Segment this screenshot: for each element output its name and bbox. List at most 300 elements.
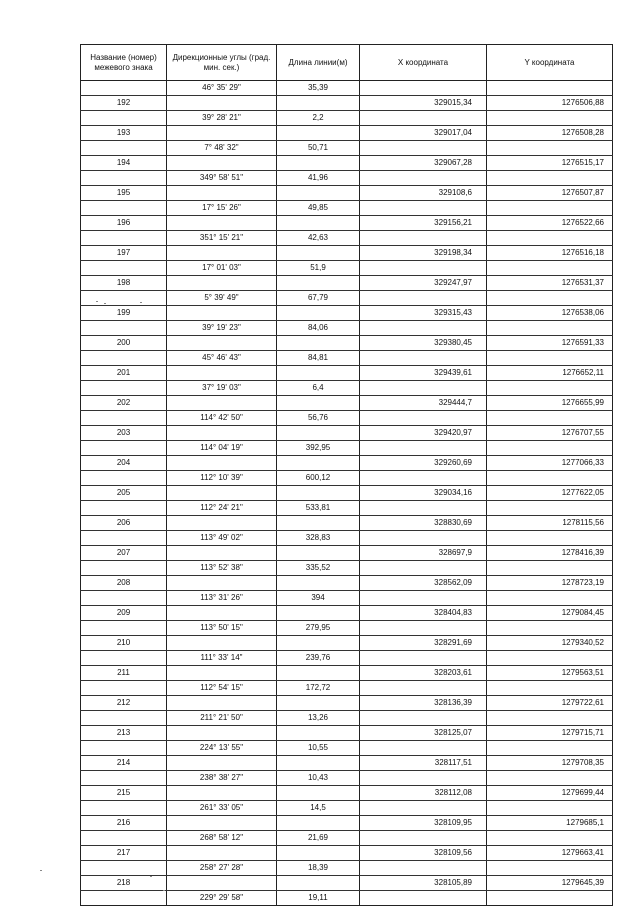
point-row [81, 306, 613, 321]
x-coordinate-cell: 328109,56 [360, 846, 487, 861]
length-cell: 239,76 [277, 651, 360, 666]
x-coordinate-cell [360, 711, 487, 726]
angle-cell [167, 756, 277, 771]
x-coordinate-cell: 328109,95 [360, 816, 487, 831]
name-cell: 215 [81, 786, 167, 801]
segment-row [81, 741, 613, 756]
segment-row [81, 261, 613, 276]
length-cell: 10,55 [277, 741, 360, 756]
y-coordinate-cell: 1276591,33 [487, 336, 613, 351]
name-cell: 196 [81, 216, 167, 231]
y-coordinate-cell: 1277066,33 [487, 456, 613, 471]
header-x: X координата [360, 45, 487, 81]
segment-row [81, 141, 613, 156]
boundary-coordinates-sheet [80, 44, 612, 902]
name-cell [81, 741, 167, 756]
x-coordinate-cell [360, 891, 487, 906]
x-coordinate-cell [360, 501, 487, 516]
x-coordinate-cell: 328291,69 [360, 636, 487, 651]
angle-cell [167, 486, 277, 501]
y-coordinate-cell: 1276538,06 [487, 306, 613, 321]
point-row [81, 606, 613, 621]
segment-row [81, 501, 613, 516]
y-coordinate-cell: 1279663,41 [487, 846, 613, 861]
name-cell: 211 [81, 666, 167, 681]
segment-row [81, 621, 613, 636]
name-cell: 192 [81, 96, 167, 111]
length-cell: 6,4 [277, 381, 360, 396]
name-cell: 197 [81, 246, 167, 261]
length-cell: 13,26 [277, 711, 360, 726]
length-cell: 279,95 [277, 621, 360, 636]
segment-row [81, 561, 613, 576]
segment-row [81, 711, 613, 726]
y-coordinate-cell [487, 261, 613, 276]
angle-cell: 261° 33' 05" [167, 801, 277, 816]
name-cell: 216 [81, 816, 167, 831]
y-coordinate-cell [487, 111, 613, 126]
segment-row [81, 321, 613, 336]
length-cell [277, 726, 360, 741]
name-cell [81, 681, 167, 696]
name-cell [81, 801, 167, 816]
header-y: Y координата [487, 45, 613, 81]
length-cell: 600,12 [277, 471, 360, 486]
segment-row [81, 81, 613, 96]
angle-cell: 7° 48' 32" [167, 141, 277, 156]
scan-speck [163, 890, 165, 891]
name-cell [81, 171, 167, 186]
y-coordinate-cell: 1276707,55 [487, 426, 613, 441]
name-cell: 218 [81, 876, 167, 891]
point-row [81, 156, 613, 171]
y-coordinate-cell: 1279084,45 [487, 606, 613, 621]
scan-speck [140, 302, 142, 303]
y-coordinate-cell: 1279340,52 [487, 636, 613, 651]
x-coordinate-cell [360, 531, 487, 546]
x-coordinate-cell [360, 81, 487, 96]
x-coordinate-cell [360, 801, 487, 816]
angle-cell: 112° 10' 39" [167, 471, 277, 486]
y-coordinate-cell: 1279645,39 [487, 876, 613, 891]
x-coordinate-cell [360, 381, 487, 396]
angle-cell [167, 126, 277, 141]
angle-cell [167, 666, 277, 681]
length-cell: 49,85 [277, 201, 360, 216]
y-coordinate-cell [487, 231, 613, 246]
y-coordinate-cell: 1278115,56 [487, 516, 613, 531]
name-cell [81, 771, 167, 786]
y-coordinate-cell [487, 561, 613, 576]
angle-cell [167, 606, 277, 621]
name-cell [81, 261, 167, 276]
coordinates-table [80, 44, 613, 906]
scan-speck [150, 876, 152, 877]
x-coordinate-cell: 329015,34 [360, 96, 487, 111]
point-row [81, 516, 613, 531]
point-row [81, 876, 613, 891]
point-row [81, 276, 613, 291]
y-coordinate-cell [487, 621, 613, 636]
x-coordinate-cell [360, 201, 487, 216]
angle-cell: 113° 31' 26" [167, 591, 277, 606]
angle-cell [167, 456, 277, 471]
angle-cell: 114° 42' 50" [167, 411, 277, 426]
angle-cell [167, 396, 277, 411]
length-cell: 328,83 [277, 531, 360, 546]
x-coordinate-cell [360, 351, 487, 366]
angle-cell [167, 546, 277, 561]
y-coordinate-cell: 1276652,11 [487, 366, 613, 381]
x-coordinate-cell: 329439,61 [360, 366, 487, 381]
y-coordinate-cell [487, 321, 613, 336]
y-coordinate-cell: 1279715,71 [487, 726, 613, 741]
angle-cell [167, 306, 277, 321]
y-coordinate-cell [487, 591, 613, 606]
length-cell: 35,39 [277, 81, 360, 96]
name-cell: 208 [81, 576, 167, 591]
length-cell: 56,76 [277, 411, 360, 426]
name-cell [81, 321, 167, 336]
length-cell [277, 156, 360, 171]
length-cell: 14,5 [277, 801, 360, 816]
y-coordinate-cell: 1276655,99 [487, 396, 613, 411]
length-cell [277, 516, 360, 531]
x-coordinate-cell [360, 471, 487, 486]
table-body [81, 81, 613, 906]
angle-cell: 238° 38' 27" [167, 771, 277, 786]
angle-cell: 39° 19' 23" [167, 321, 277, 336]
name-cell: 198 [81, 276, 167, 291]
length-cell [277, 756, 360, 771]
y-coordinate-cell: 1277622,05 [487, 486, 613, 501]
x-coordinate-cell: 328125,07 [360, 726, 487, 741]
angle-cell: 211° 21' 50" [167, 711, 277, 726]
segment-row [81, 411, 613, 426]
name-cell [81, 381, 167, 396]
length-cell: 533,81 [277, 501, 360, 516]
length-cell: 84,06 [277, 321, 360, 336]
y-coordinate-cell [487, 201, 613, 216]
y-coordinate-cell: 1279699,44 [487, 786, 613, 801]
y-coordinate-cell [487, 711, 613, 726]
angle-cell: 17° 01' 03" [167, 261, 277, 276]
point-row [81, 456, 613, 471]
name-cell [81, 111, 167, 126]
x-coordinate-cell [360, 291, 487, 306]
angle-cell [167, 186, 277, 201]
x-coordinate-cell [360, 741, 487, 756]
length-cell: 84,81 [277, 351, 360, 366]
angle-cell [167, 156, 277, 171]
point-row [81, 816, 613, 831]
angle-cell [167, 696, 277, 711]
name-cell: 195 [81, 186, 167, 201]
length-cell [277, 846, 360, 861]
angle-cell: 113° 52' 38" [167, 561, 277, 576]
segment-row [81, 381, 613, 396]
x-coordinate-cell: 329380,45 [360, 336, 487, 351]
x-coordinate-cell: 328830,69 [360, 516, 487, 531]
point-row [81, 576, 613, 591]
name-cell: 210 [81, 636, 167, 651]
length-cell [277, 546, 360, 561]
length-cell [277, 576, 360, 591]
segment-row [81, 771, 613, 786]
x-coordinate-cell: 329108,6 [360, 186, 487, 201]
x-coordinate-cell: 328404,83 [360, 606, 487, 621]
length-cell [277, 606, 360, 621]
y-coordinate-cell [487, 81, 613, 96]
length-cell [277, 426, 360, 441]
angle-cell [167, 96, 277, 111]
length-cell [277, 186, 360, 201]
name-cell: 205 [81, 486, 167, 501]
name-cell: 209 [81, 606, 167, 621]
segment-row [81, 651, 613, 666]
name-cell [81, 591, 167, 606]
y-coordinate-cell [487, 651, 613, 666]
y-coordinate-cell [487, 861, 613, 876]
angle-cell [167, 636, 277, 651]
angle-cell: 112° 24' 21" [167, 501, 277, 516]
point-row [81, 96, 613, 111]
x-coordinate-cell: 328203,61 [360, 666, 487, 681]
x-coordinate-cell [360, 831, 487, 846]
length-cell: 394 [277, 591, 360, 606]
length-cell: 19,11 [277, 891, 360, 906]
angle-cell [167, 846, 277, 861]
name-cell [81, 861, 167, 876]
point-row [81, 396, 613, 411]
length-cell [277, 816, 360, 831]
y-coordinate-cell [487, 381, 613, 396]
length-cell: 18,39 [277, 861, 360, 876]
length-cell [277, 126, 360, 141]
segment-row [81, 801, 613, 816]
y-coordinate-cell: 1279708,35 [487, 756, 613, 771]
x-coordinate-cell: 329247,97 [360, 276, 487, 291]
name-cell [81, 231, 167, 246]
name-cell [81, 471, 167, 486]
name-cell: 193 [81, 126, 167, 141]
angle-cell: 45° 46' 43" [167, 351, 277, 366]
name-cell [81, 621, 167, 636]
x-coordinate-cell: 328562,09 [360, 576, 487, 591]
length-cell [277, 666, 360, 681]
name-cell [81, 831, 167, 846]
name-cell [81, 351, 167, 366]
x-coordinate-cell: 329260,69 [360, 456, 487, 471]
name-cell: 203 [81, 426, 167, 441]
point-row [81, 636, 613, 651]
point-row [81, 786, 613, 801]
y-coordinate-cell: 1276515,17 [487, 156, 613, 171]
length-cell: 172,72 [277, 681, 360, 696]
angle-cell: 349° 58' 51" [167, 171, 277, 186]
name-cell [81, 711, 167, 726]
x-coordinate-cell [360, 441, 487, 456]
length-cell [277, 246, 360, 261]
segment-row [81, 441, 613, 456]
length-cell [277, 276, 360, 291]
name-cell: 202 [81, 396, 167, 411]
length-cell [277, 396, 360, 411]
x-coordinate-cell: 328136,39 [360, 696, 487, 711]
scan-speck [40, 870, 42, 871]
name-cell [81, 201, 167, 216]
length-cell [277, 696, 360, 711]
point-row [81, 756, 613, 771]
y-coordinate-cell [487, 501, 613, 516]
angle-cell [167, 426, 277, 441]
x-coordinate-cell: 328117,51 [360, 756, 487, 771]
point-row [81, 726, 613, 741]
angle-cell [167, 876, 277, 891]
name-cell: 200 [81, 336, 167, 351]
length-cell: 42,63 [277, 231, 360, 246]
y-coordinate-cell: 1276507,87 [487, 186, 613, 201]
x-coordinate-cell [360, 411, 487, 426]
y-coordinate-cell: 1276522,66 [487, 216, 613, 231]
x-coordinate-cell [360, 231, 487, 246]
x-coordinate-cell: 328697,9 [360, 546, 487, 561]
y-coordinate-cell [487, 891, 613, 906]
angle-cell: 113° 50' 15" [167, 621, 277, 636]
point-row [81, 666, 613, 681]
x-coordinate-cell [360, 681, 487, 696]
x-coordinate-cell [360, 621, 487, 636]
angle-cell: 351° 15' 21" [167, 231, 277, 246]
name-cell [81, 441, 167, 456]
length-cell: 10,43 [277, 771, 360, 786]
angle-cell: 37° 19' 03" [167, 381, 277, 396]
x-coordinate-cell [360, 321, 487, 336]
segment-row [81, 861, 613, 876]
y-coordinate-cell: 1276506,88 [487, 96, 613, 111]
length-cell: 51,9 [277, 261, 360, 276]
x-coordinate-cell: 328105,89 [360, 876, 487, 891]
name-cell: 204 [81, 456, 167, 471]
length-cell [277, 636, 360, 651]
y-coordinate-cell: 1278416,39 [487, 546, 613, 561]
length-cell [277, 456, 360, 471]
point-row [81, 186, 613, 201]
length-cell: 392,95 [277, 441, 360, 456]
segment-row [81, 471, 613, 486]
segment-row [81, 591, 613, 606]
point-row [81, 336, 613, 351]
x-coordinate-cell: 329034,16 [360, 486, 487, 501]
point-row [81, 426, 613, 441]
x-coordinate-cell: 329017,04 [360, 126, 487, 141]
name-cell: 206 [81, 516, 167, 531]
y-coordinate-cell [487, 681, 613, 696]
name-cell: 213 [81, 726, 167, 741]
y-coordinate-cell [487, 291, 613, 306]
name-cell: 217 [81, 846, 167, 861]
angle-cell: 46° 35' 29" [167, 81, 277, 96]
x-coordinate-cell: 329067,28 [360, 156, 487, 171]
x-coordinate-cell [360, 651, 487, 666]
length-cell: 50,71 [277, 141, 360, 156]
name-cell [81, 531, 167, 546]
y-coordinate-cell [487, 351, 613, 366]
segment-row [81, 531, 613, 546]
angle-cell: 5° 39' 49" [167, 291, 277, 306]
segment-row [81, 831, 613, 846]
segment-row [81, 201, 613, 216]
y-coordinate-cell [487, 831, 613, 846]
angle-cell: 258° 27' 28" [167, 861, 277, 876]
header-angle: Дирекционные углы (град. мин. сек.) [167, 45, 277, 81]
x-coordinate-cell [360, 261, 487, 276]
y-coordinate-cell [487, 771, 613, 786]
y-coordinate-cell: 1278723,19 [487, 576, 613, 591]
length-cell: 2,2 [277, 111, 360, 126]
segment-row [81, 231, 613, 246]
length-cell: 41,96 [277, 171, 360, 186]
angle-cell [167, 276, 277, 291]
x-coordinate-cell: 329420,97 [360, 426, 487, 441]
x-coordinate-cell [360, 591, 487, 606]
name-cell [81, 561, 167, 576]
point-row [81, 846, 613, 861]
length-cell [277, 96, 360, 111]
x-coordinate-cell: 328112,08 [360, 786, 487, 801]
name-cell [81, 411, 167, 426]
y-coordinate-cell: 1276516,18 [487, 246, 613, 261]
x-coordinate-cell: 329444,7 [360, 396, 487, 411]
segment-row [81, 891, 613, 906]
x-coordinate-cell: 329156,21 [360, 216, 487, 231]
y-coordinate-cell [487, 441, 613, 456]
angle-cell: 114° 04' 19" [167, 441, 277, 456]
name-cell: 201 [81, 366, 167, 381]
y-coordinate-cell [487, 411, 613, 426]
point-row [81, 246, 613, 261]
angle-cell [167, 816, 277, 831]
point-row [81, 216, 613, 231]
segment-row [81, 351, 613, 366]
angle-cell: 113° 49' 02" [167, 531, 277, 546]
point-row [81, 126, 613, 141]
name-cell: 194 [81, 156, 167, 171]
name-cell: 207 [81, 546, 167, 561]
length-cell: 67,79 [277, 291, 360, 306]
length-cell [277, 216, 360, 231]
y-coordinate-cell: 1279722,61 [487, 696, 613, 711]
length-cell [277, 366, 360, 381]
length-cell [277, 336, 360, 351]
name-cell [81, 891, 167, 906]
segment-row [81, 111, 613, 126]
point-row [81, 486, 613, 501]
x-coordinate-cell: 329198,34 [360, 246, 487, 261]
name-cell: 199 [81, 306, 167, 321]
y-coordinate-cell [487, 801, 613, 816]
name-cell [81, 651, 167, 666]
length-cell: 21,69 [277, 831, 360, 846]
angle-cell: 39° 28' 21" [167, 111, 277, 126]
name-cell [81, 81, 167, 96]
angle-cell: 229° 29' 58" [167, 891, 277, 906]
y-coordinate-cell [487, 741, 613, 756]
name-cell: 214 [81, 756, 167, 771]
segment-row [81, 171, 613, 186]
header-name: Название (номер) межевого знака [81, 45, 167, 81]
length-cell [277, 876, 360, 891]
